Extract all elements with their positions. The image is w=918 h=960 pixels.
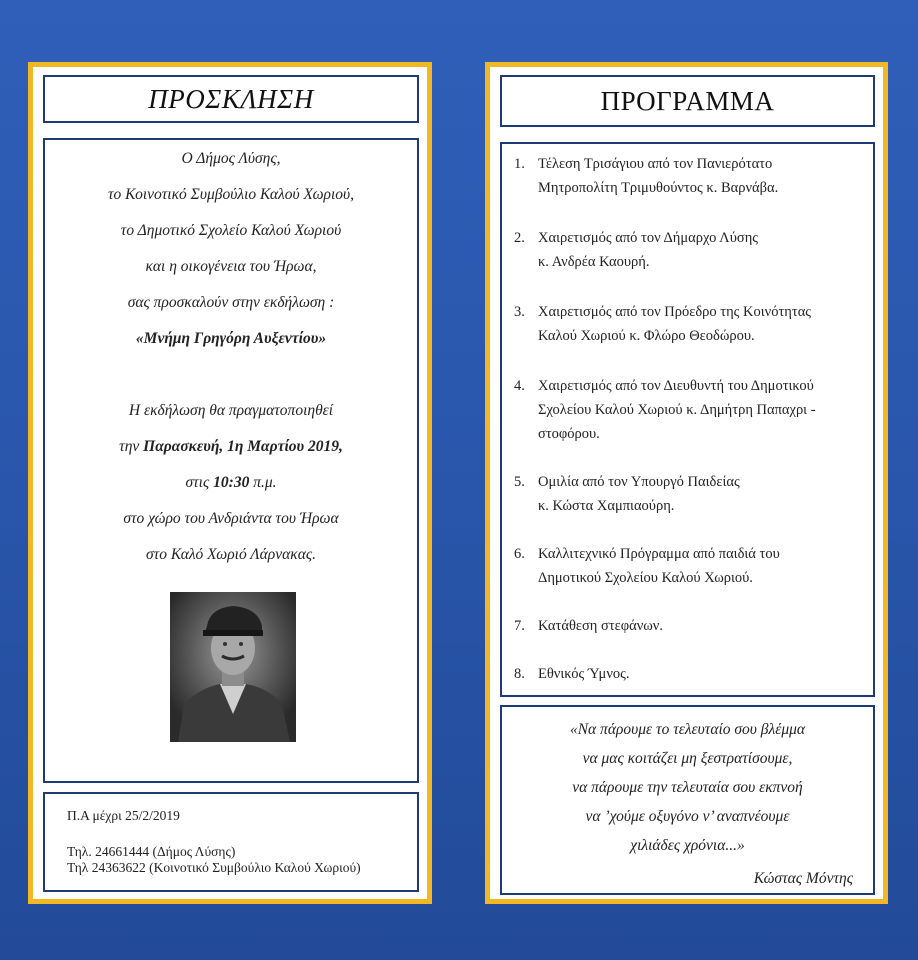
program-item-number: 1. bbox=[514, 156, 525, 172]
contact-box bbox=[43, 792, 419, 892]
invitation-line: το Δημοτικό Σχολείο Καλού Χωριού bbox=[120, 222, 342, 239]
event-details-line: Η εκδήλωση θα πραγματοποιηθεί bbox=[128, 402, 334, 419]
event-name: «Μνήμη Γρηγόρη Αυξεντίου» bbox=[135, 330, 327, 347]
quote-line: να πάρουμε την τελευταία σου εκπνοή bbox=[572, 779, 803, 796]
program-item-line: Χαιρετισμός από τον Πρόεδρο της Κοινότητας bbox=[538, 304, 812, 320]
event-time-line: στις 10:30 π.μ. bbox=[185, 474, 277, 491]
program-item bbox=[514, 614, 863, 638]
invitation-title: ΠΡΟΣΚΛΗΣΗ bbox=[148, 83, 314, 114]
hero-portrait-photo bbox=[170, 592, 296, 742]
quote-line: «Να πάρουμε το τελευταίο σου βλέμμα bbox=[569, 721, 806, 738]
program-item-line: στοφόρου. bbox=[538, 426, 600, 442]
program-item-number: 5. bbox=[514, 474, 525, 490]
phone-line: Τηλ 24363622 (Κοινοτικό Συμβούλιο Καλού Χωριού) bbox=[67, 860, 361, 875]
program-item-line: Ομιλία από τον Υπουργό Παιδείας bbox=[538, 474, 740, 490]
invitation-line: σας προσκαλούν στην εκδήλωση : bbox=[127, 294, 335, 311]
event-location-line: στο χώρο του Ανδριάντα του Ήρωα bbox=[123, 510, 339, 527]
event-location-line: στο Καλό Χωριό Λάρνακας. bbox=[146, 546, 316, 563]
quote-author: Κώστας Μόντης bbox=[753, 870, 853, 887]
invitation-line: Ο Δήμος Λύσης, bbox=[181, 150, 281, 167]
program-item-line: Χαιρετισμός από τον Δήμαρχο Λύσης bbox=[538, 230, 759, 246]
phone-line: Τηλ. 24661444 (Δήμος Λύσης) bbox=[67, 844, 236, 859]
rsvp-deadline: Π.Α μέχρι 25/2/2019 bbox=[67, 808, 180, 823]
invitation-line: και η οικογένεια του Ήρωα, bbox=[145, 258, 317, 275]
program-item-line: Σχολείου Καλού Χωριού κ. Δημήτρη Παπαχρι - bbox=[538, 402, 816, 418]
program-item-line: Μητροπολίτη Τριμυθούντος κ. Βαρνάβα. bbox=[538, 180, 779, 196]
program-item bbox=[514, 542, 863, 590]
program-item-number: 8. bbox=[514, 666, 525, 682]
program-item-number: 2. bbox=[514, 230, 525, 246]
program-title: ΠΡΟΓΡΑΜΜΑ bbox=[600, 85, 775, 116]
program-item-number: 6. bbox=[514, 546, 525, 562]
invitation-line: το Κοινοτικό Συμβούλιο Καλού Χωριού, bbox=[108, 186, 354, 203]
program-item bbox=[514, 374, 863, 446]
program-title-box bbox=[500, 75, 875, 127]
program-item bbox=[514, 300, 863, 348]
program-item bbox=[514, 152, 863, 200]
program-item bbox=[514, 226, 863, 274]
portrait-illustration bbox=[170, 592, 296, 742]
program-item-line: κ. Ανδρέα Καουρή. bbox=[538, 254, 650, 270]
quote-box bbox=[500, 705, 875, 895]
event-date-line: την Παρασκευή, 1η Μαρτίου 2019, bbox=[119, 438, 343, 455]
program-item-number: 7. bbox=[514, 618, 525, 634]
invitation-title-box bbox=[43, 75, 419, 123]
program-item-number: 4. bbox=[514, 378, 525, 394]
quote-line: να μας κοιτάζει μη ξεστρατίσουμε, bbox=[582, 750, 793, 767]
program-item-line: κ. Κώστα Χαμπιαούρη. bbox=[538, 498, 675, 514]
quote-line: χιλιάδες χρόνια...» bbox=[630, 837, 745, 854]
program-list-box bbox=[500, 142, 875, 697]
program-item-line: Χαιρετισμός από τον Διευθυντή του Δημοτικού bbox=[538, 378, 814, 394]
quote-line: να ’χούμε οξυγόνο ν’ αναπνέουμε bbox=[585, 808, 790, 825]
program-item-line: Δημοτικού Σχολείου Καλού Χωριού. bbox=[538, 570, 753, 586]
program-item bbox=[514, 662, 863, 686]
program-item-line: Τέλεση Τρισάγιου από τον Πανιερότατο bbox=[538, 156, 773, 172]
program-panel bbox=[485, 62, 888, 904]
program-item-line: Καλλιτεχνικό Πρόγραμμα από παιδιά του bbox=[538, 546, 780, 562]
program-item-line: Κατάθεση στεφάνων. bbox=[538, 618, 663, 634]
program-item bbox=[514, 470, 863, 518]
invitation-text-box bbox=[43, 138, 419, 783]
program-item-line: Καλού Χωριού κ. Φλώρο Θεοδώρου. bbox=[538, 328, 755, 344]
program-item-line: Εθνικός Ύμνος. bbox=[538, 666, 630, 682]
invitation-panel bbox=[28, 62, 432, 904]
program-item-number: 3. bbox=[514, 304, 525, 320]
